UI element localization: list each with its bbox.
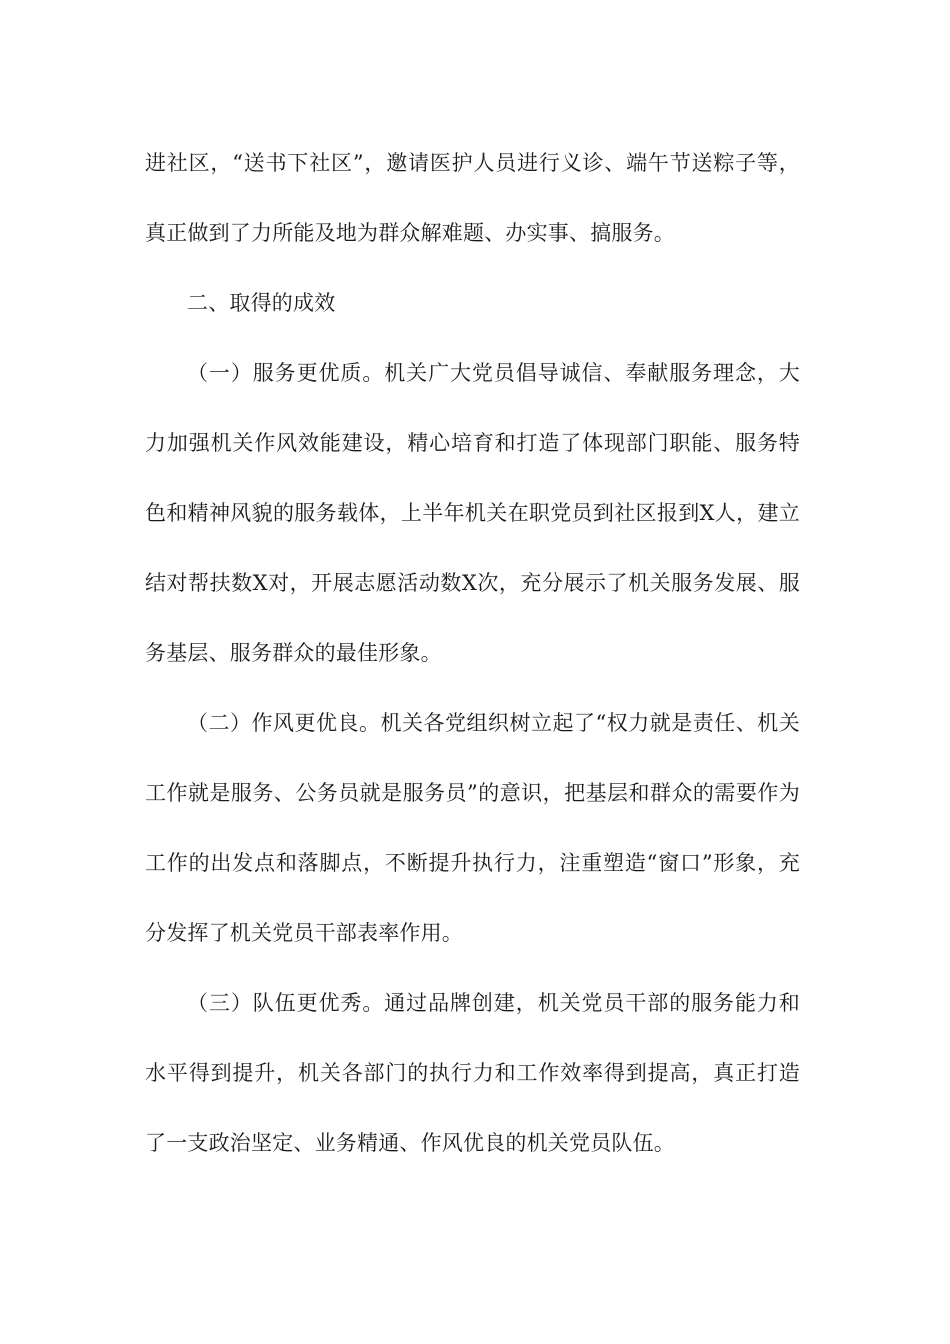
document-body (145, 128, 800, 1178)
paragraph-continuation: 进社区，“送书下社区”，邀请医护人员进行义诊、端午节送粽子等，真正做到了力所能及地为群众解难题、办实事、搞服务。 (145, 151, 800, 245)
paragraph-work-style: （二）作风更优良。机关各党组织树立起了“权力就是责任、机关工作就是服务、公务员就是服务员”的意识，把基层和群众的需要作为工作的出发点和落脚点，不断提升执行力，注重塑造“窗口”形象，充分发挥了机关党员干部表率作用。 (145, 711, 800, 945)
section-heading-achievements: 二、取得的成效 (187, 291, 336, 315)
paragraph-team-excellence: （三）队伍更优秀。通过品牌创建，机关党员干部的服务能力和水平得到提升，机关各部门的执行力和工作效率得到提高，真正打造了一支政治坚定、业务精通、作风优良的机关党员队伍。 (145, 991, 800, 1155)
paragraph-service-quality: （一）服务更优质。机关广大党员倡导诚信、奉献服务理念，大力加强机关作风效能建设，精心培育和打造了体现部门职能、服务特色和精神风貌的服务载体，上半年机关在职党员到社区报到X人，建立结对帮扶数X对，开展志愿活动数X次，充分展示了机关服务发展、服务基层、服务群众的最佳形象。 (145, 361, 800, 665)
